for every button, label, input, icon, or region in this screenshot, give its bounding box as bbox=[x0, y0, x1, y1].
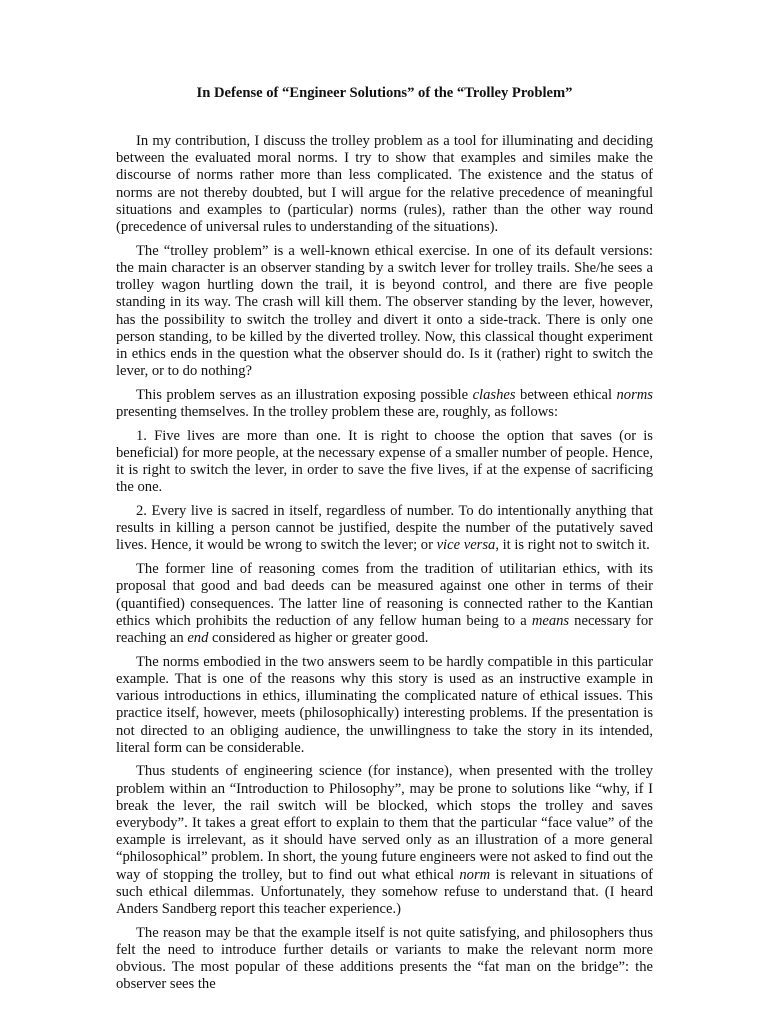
text-run: 2. Every live is sacred in itself, regardless of number. To do intentionally anything that results in killing a person cannot be justified, despite the number of the putatively saved lives. Hence, it would be wrong to switch the lever; or bbox=[116, 503, 653, 554]
italic-term: norms bbox=[616, 386, 653, 403]
text-run: This problem serves as an illustration exposing possible bbox=[136, 386, 473, 403]
text-run: is relevant in situations of such ethical dilemmas. Unfortunately, they somehow refuse to understand that. (I heard Anders Sandberg report this teacher experience.) bbox=[116, 866, 653, 918]
text-run: The reason may be that the example itself is not quite satisfying, and philosophers thus felt the need to introduce further details or variants to make the relevant norm more obvious. The most popular of these additions presents the “fat man on the bridge”: the observer sees the bbox=[116, 924, 653, 993]
paragraph bbox=[116, 925, 653, 994]
italic-term: means bbox=[531, 612, 570, 629]
text-run: necessary for reaching an bbox=[116, 612, 653, 646]
text-run: The former line of reasoning comes from the tradition of utilitarian ethics, with its proposal that good and bad deeds can be measured against one other in terms of their (quantified) consequences. The latter line of reasoning is connected rather to the Kantian ethics which prohibits the reduction of any fellow human being to a bbox=[116, 561, 653, 629]
paragraph bbox=[116, 503, 653, 555]
paragraph bbox=[116, 243, 653, 381]
text-run: The “trolley problem” is a well-known ethical exercise. In one of its default versions: the main character is an observer standing by a switch lever for trolley trails. She/he sees a trolley wagon hurtling down the trail, it is beyond control, and there are five people standing in its way. The crash will kill them. The observer standing by the lever, however, has the possibility to switch the trolley and divert it onto a side-track. There is only one person standing, to be killed by the diverted trolley. Now, this classical thought experiment in ethics ends in the question what the observer should do. Is it (rather) right to switch the lever, or to do nothing? bbox=[116, 242, 653, 380]
document-page bbox=[116, 84, 653, 1000]
paragraph bbox=[116, 654, 653, 757]
paragraph bbox=[116, 387, 653, 421]
text-run: The norms embodied in the two answers seem to be hardly compatible in this particular example. That is one of the reasons why this story is used as an instructive example in various introductions in ethics, illuminating the complicated nature of ethical issues. This practice itself, however, meets (philosophically) interesting problems. If the presentation is not directed to an obliging audience, the unwillingness to take the story in its intended, literal form can be considerable. bbox=[116, 653, 653, 756]
text-run: Thus students of engineering science (for instance), when presented with the trolley problem within an “Introduction to Philosophy”, may be prone to solutions like “why, if I break the lever, the rail switch will be blocked, which stops the trolley and saves everybody”. It takes a great effort to explain to them that the particular “face value” of the example is irrelevant, as it should have served only as an illustration of a more general “philosophical” problem. In short, the young future engineers were not asked to find out the way of stopping the trolley, but to find out what ethical bbox=[116, 763, 653, 883]
text-run: considered as higher or greater good. bbox=[208, 629, 429, 646]
paragraph bbox=[116, 763, 653, 918]
italic-term: end bbox=[187, 629, 209, 646]
text-run: between ethical bbox=[515, 386, 617, 403]
text-run: presenting themselves. In the trolley problem these are, roughly, as follows: bbox=[116, 404, 559, 421]
italic-term: vice versa bbox=[436, 537, 496, 554]
text-run: In my contribution, I discuss the trolley problem as a tool for illuminating and deciding between the evaluated moral norms. I try to show that examples and similes make the discourse of norms rather more than less complicated. The existence and the status of norms are not thereby doubted, but I will argue for the relative precedence of meaningful situations and examples to (particular) norms (rules), rather than the other way round (precedence of universal rules to understanding of the situations). bbox=[116, 133, 653, 236]
paragraph bbox=[116, 133, 653, 236]
text-run: 1. Five lives are more than one. It is right to choose the option that saves (or is beneficial) for more people, at the necessary expense of a smaller number of people. Hence, it is right to switch the lever, in order to save the five lives, if at the expense of sacrificing the one. bbox=[116, 427, 653, 496]
text-run: , it is right not to switch it. bbox=[495, 537, 650, 554]
paragraph bbox=[116, 428, 653, 497]
document-body bbox=[116, 133, 653, 994]
document-title: In Defense of “Engineer Solutions” of the “Trolley Problem” bbox=[196, 85, 573, 101]
italic-term: clashes bbox=[472, 386, 516, 403]
italic-term: norm bbox=[459, 866, 491, 883]
paragraph bbox=[116, 561, 653, 647]
